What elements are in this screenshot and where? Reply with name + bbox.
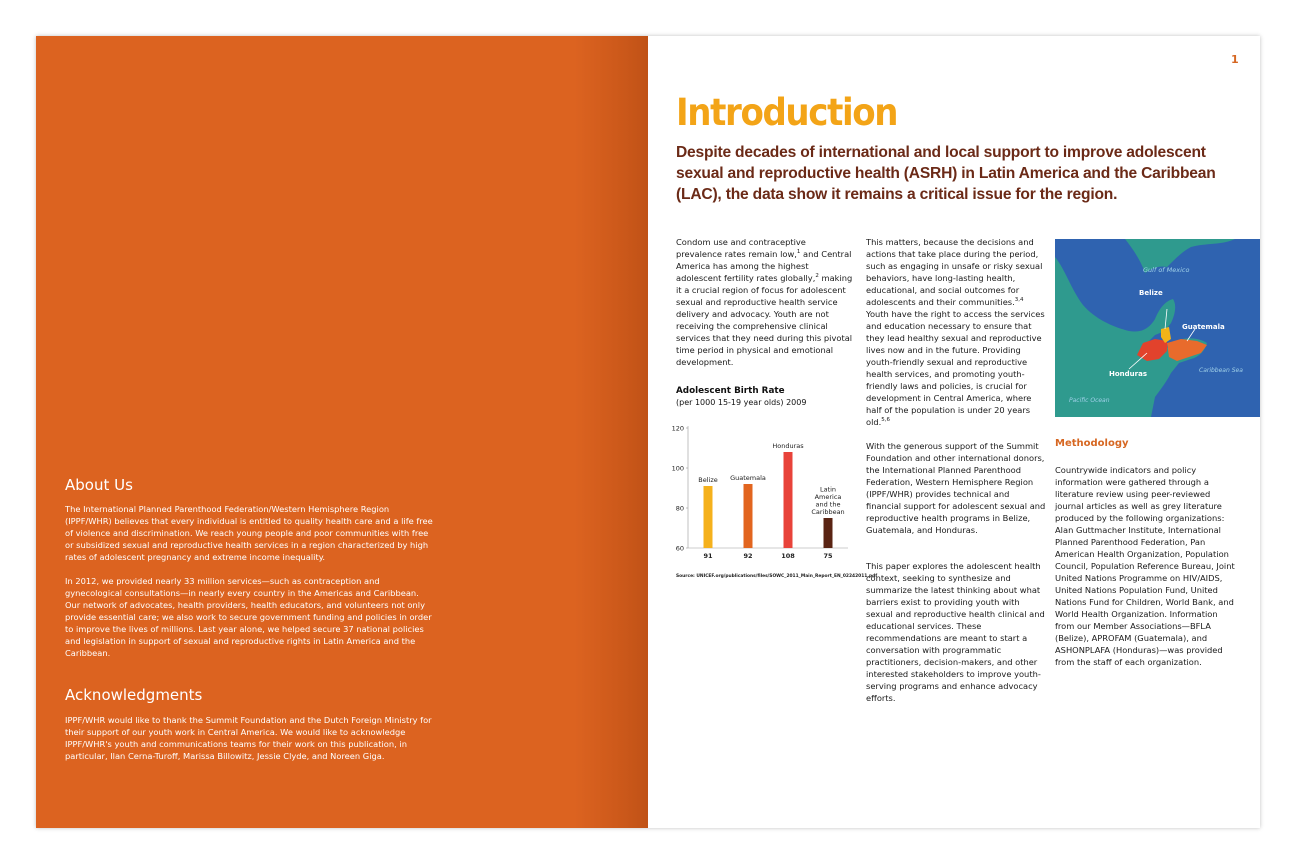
chart-value-label: 92 <box>743 552 753 560</box>
chart-value-label: 91 <box>703 552 713 560</box>
about-us-heading: About Us <box>65 476 133 494</box>
about-us-paragraph-1: The International Planned Parenthood Federation/Western Hemisphere Region (IPPF/WHR) believes that every individual is entitled to quality health care and a life free of violence and discrimination. We reach young people and poor communities with free or subsidized sexual and reproductive health services in a region characterized by high rates of adolescent pregnancy and extreme income inequality. <box>65 504 433 562</box>
right-page <box>648 36 1260 828</box>
page-title: Introduction <box>676 91 898 134</box>
caribbean-label: Caribbean Sea <box>1199 367 1243 374</box>
page-subtitle: Despite decades of international and local support to improve adolescent sexual and reproductive health (ASRH) in Latin America and the Caribbean (LAC), the data show it remains a critical issue for the region. <box>676 144 1216 203</box>
chart-value-label: 75 <box>823 552 833 560</box>
chart-category-label: Guatemala <box>730 474 766 482</box>
column1-paragraph: Condom use and contraceptive prevalence rates remain low,$^1$ and Central America has among the highest adolescent fertility rates globally,$^2$ making it a crucial region of focus for adolescent sexual and reproductive health service delivery and advocacy. Youth are not receiving the comprehensive clinical services that they need during this pivotal time period in physical and emotional development. <box>676 237 853 367</box>
belize-label: Belize <box>1139 289 1163 297</box>
column2-paragraph-2: With the generous support of the Summit Foundation and other international donors, the International Planned Parenthood Federation, Western Hemisphere Region (IPPF/WHR) provides technical and financial support for adolescent sexual and reproductive health programs in Belize, Guatemala, and Honduras. <box>866 441 1046 535</box>
chart-y-tick-label: 60 <box>675 544 684 553</box>
chart-category-label: Latin America and the Caribbean <box>811 485 845 516</box>
honduras-label: Honduras <box>1109 370 1147 378</box>
methodology-paragraph: Countrywide indicators and policy information were gathered through a literature review using peer-reviewed journal articles as well as grey literature produced by the following organizations: Alan Guttmacher Institute, International Planned Parenthood Federation, Pan American Health Organization, Population Council, Population Reference Bureau, Joint United Nations Programme on HIV/AIDS, United Nations Population Fund, United Nations Fund for Children, World Bank, and World Health Organization. Information from our Member Associations—BFLA (Belize), APROFAM (Guatemala), and ASHONPLAFA (Honduras)—was provided from the staff of each organization. <box>1055 465 1235 667</box>
central-america-map <box>1055 239 1260 417</box>
left-page <box>36 36 648 828</box>
chart-bar <box>704 486 713 548</box>
chart-source: Source: UNICEF.org/publications/files/SOWC_2011_Main_Report_EN_02242011.pdf <box>676 574 878 579</box>
chart-y-tick-label: 120 <box>671 424 684 433</box>
chart-value-label: 108 <box>781 552 795 560</box>
acknowledgments-paragraph: IPPF/WHR would like to thank the Summit Foundation and the Dutch Foreign Ministry for their support of our youth work in Central America. We would like to acknowledge IPPF/WHR's youth and communications teams for their work on this publication, in particular, Ilan Cerna-Turoff, Marissa Billowitz, Jessie Clyde, and Noreen Giga. <box>65 715 432 761</box>
chart-bar <box>824 518 833 548</box>
chart-title: Adolescent Birth Rate <box>676 386 785 396</box>
chart-bar <box>744 484 753 548</box>
document-spread <box>36 36 1260 828</box>
chart-y-tick-label: 80 <box>675 504 684 513</box>
acknowledgments-heading: Acknowledgments <box>65 686 203 704</box>
methodology-heading: Methodology <box>1055 438 1129 449</box>
chart-category-label: Honduras <box>772 442 804 450</box>
about-us-paragraph-2: In 2012, we provided nearly 33 million services—such as contraception and gynecological consultations—in nearly every country in the Americas and Caribbean. Our network of advocates, health providers, health educators, and volunteers not only provide essential care; we also work to secure government funding and policies in order to improve the lives of millions. Last year alone, we helped secure 37 national policies and legislation in support of sexual and reproductive rights in Latin America and the Caribbean. <box>65 576 432 658</box>
pacific-label: Pacific Ocean <box>1069 397 1110 404</box>
page-number: 1 <box>1231 53 1239 66</box>
chart-y-tick-label: 100 <box>671 464 684 473</box>
gulf-label: Gulf of Mexico <box>1143 266 1190 274</box>
adolescent-birth-rate-chart <box>670 420 850 566</box>
chart-subtitle: (per 1000 15-19 year olds) 2009 <box>676 398 807 407</box>
chart-bar <box>784 452 793 548</box>
column2-paragraph-1: This matters, because the decisions and actions that take place during the period, such as engaging in unsafe or risky sexual behaviors, have long-lasting health, educational, and social outcomes for adolescents and their communities.$^{3,4}$ Youth have the right to access the services and education necessary to ensure that they lead healthy sexual and reproductive lives now and in the future. Providing youth-friendly sexual and reproductive health services, and promoting youth-friendly laws and policies, is crucial for development in Central America, where half of the population is under 20 years old.$^{5,6}$ <box>866 237 1045 427</box>
chart-category-label: Belize <box>698 476 718 484</box>
guatemala-label: Guatemala <box>1182 323 1225 331</box>
column2-paragraph-3: This paper explores the adolescent health context, seeking to synthesize and summarize the latest thinking about what barriers exist to providing youth with sexual and reproductive health clinical and educational services. These recommendations are meant to start a conversation with programmatic practitioners, decision-makers, and other interested stakeholders to improve youth-serving programs and enhance advocacy efforts. <box>866 561 1045 703</box>
